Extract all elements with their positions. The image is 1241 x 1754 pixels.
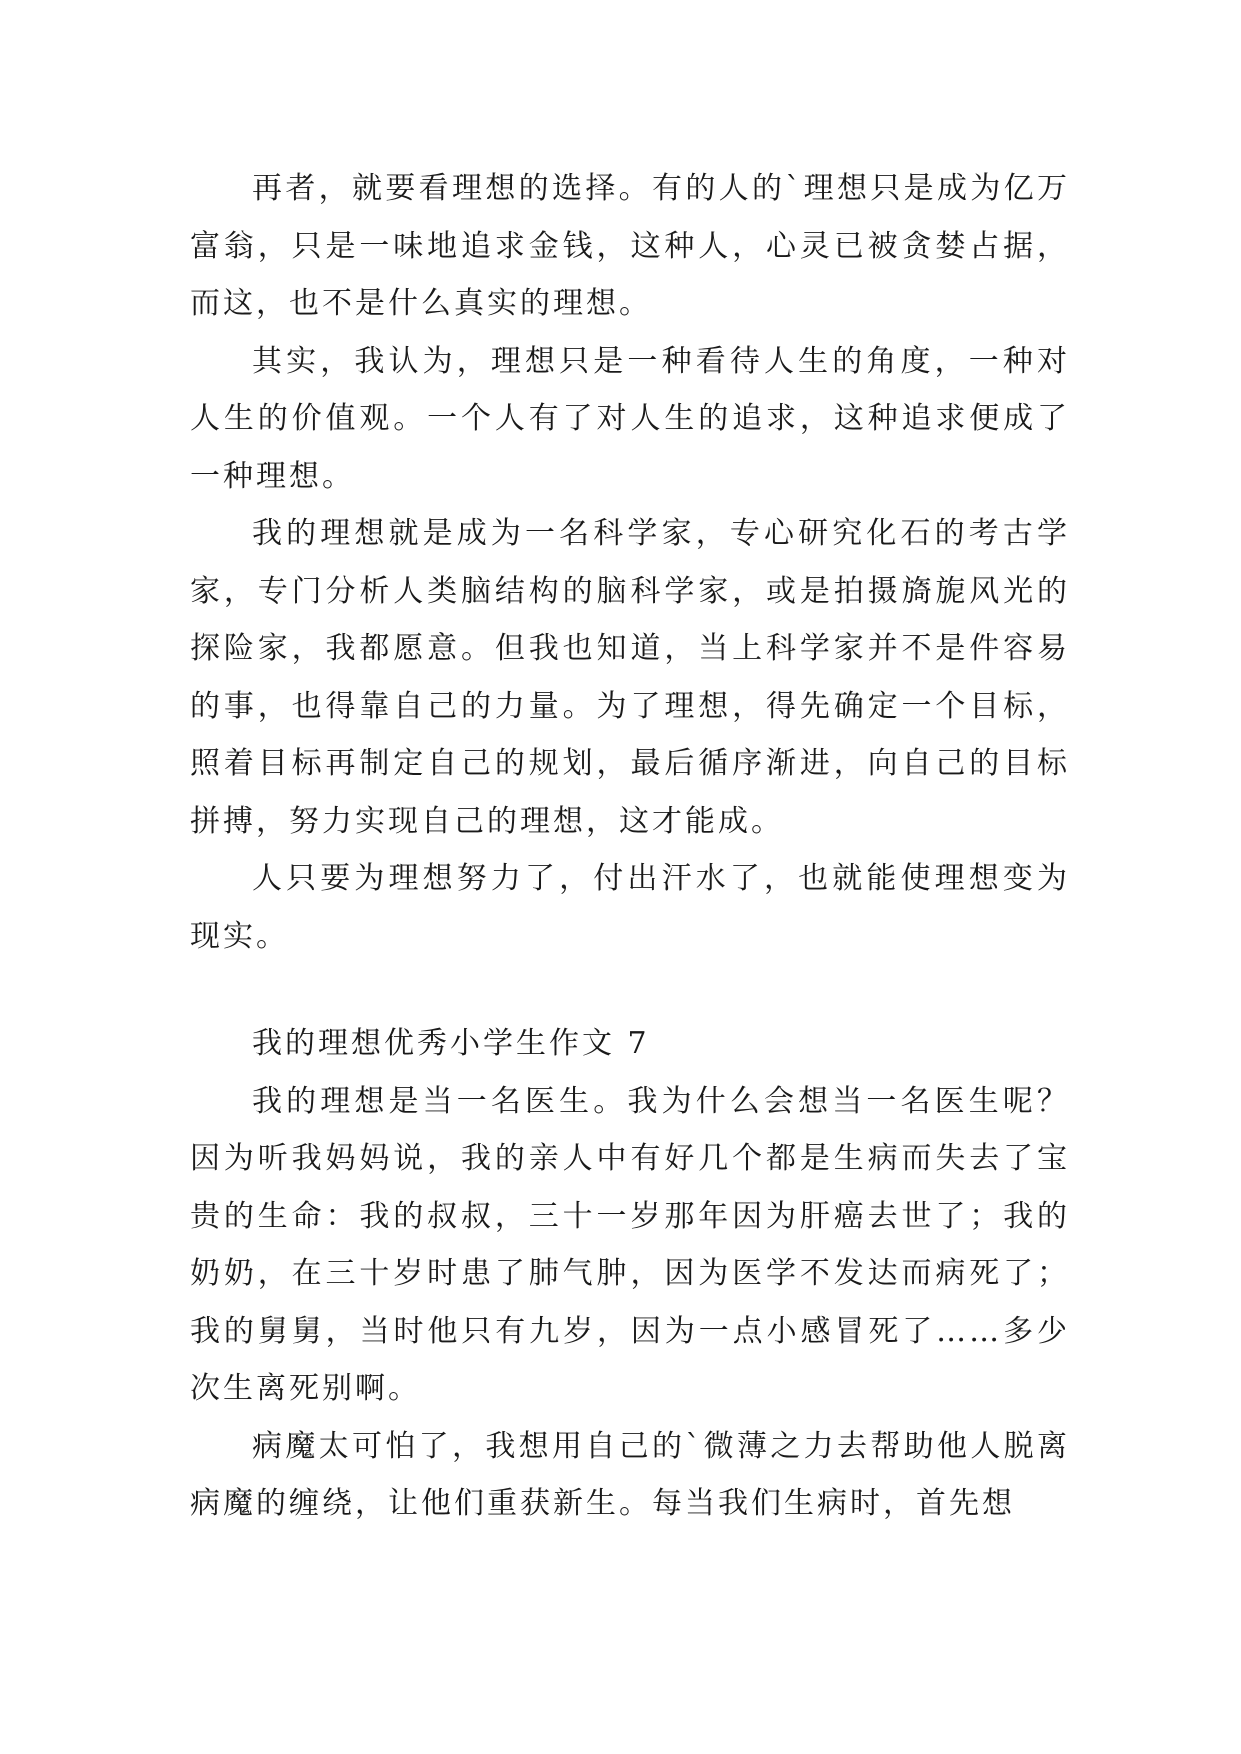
paragraph-5: 我的理想是当一名医生。我为什么会想当一名医生呢？因为听我妈妈说，我的亲人中有好几个都是生病而失去了宝贵的生命：我的叔叔，三十一岁那年因为肝癌去世了；我的奶奶，在三十岁时患了肺气肿，因为医学不发达而病死了；我的舅舅，当时他只有九岁，因为一点小感冒死了……多少次生离死别啊。: [190, 1083, 1070, 1406]
paragraph-6: 病魔太可怕了，我想用自己的`微薄之力去帮助他人脱离病魔的缠绕，让他们重获新生。每当我们生病时，首先想: [190, 1428, 1070, 1521]
paragraph-2: 其实，我认为，理想只是一种看待人生的角度，一种对人生的价值观。一个人有了对人生的追求，这种追求便成了一种理想。: [190, 343, 1070, 494]
document-body: [190, 160, 1070, 1533]
paragraph-4: 人只要为理想努力了，付出汗水了，也就能使理想变为现实。: [190, 861, 1070, 954]
paragraph-1: 再者，就要看理想的选择。有的人的`理想只是成为亿万富翁，只是一味地追求金钱，这种人，心灵已被贪婪占据，而这，也不是什么真实的理想。: [190, 171, 1070, 321]
paragraph-3: 我的理想就是成为一名科学家，专心研究化石的考古学家，专门分析人类脑结构的脑科学家，或是拍摄旖旎风光的探险家，我都愿意。但我也知道，当上科学家并不是件容易的事，也得靠自己的力量。为了理想，得先确定一个目标，照着目标再制定自己的规划，最后循序渐进，向自己的目标拼搏，努力实现自己的理想，这才能成。: [190, 516, 1070, 839]
section-heading: 我的理想优秀小学生作文 7: [252, 1026, 650, 1061]
